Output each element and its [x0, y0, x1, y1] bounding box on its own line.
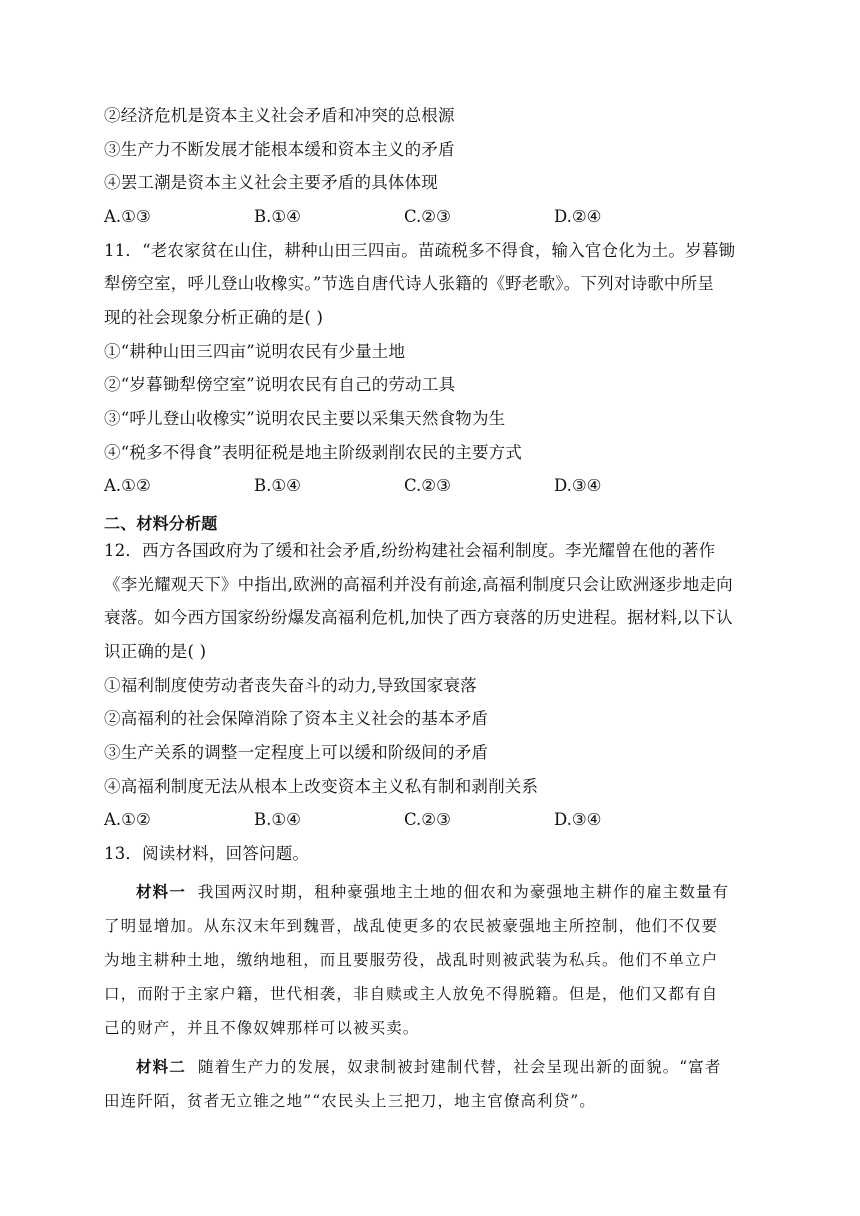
q12-option-4: ④高福利制度无法从根本上改变资本主义私有制和剥削关系	[104, 777, 539, 796]
q12-choices	[104, 808, 704, 832]
q11-choice-b: B.①④	[254, 476, 301, 495]
q12-stem-line-2: 《李光耀观天下》中指出,欧洲的高福利并没有前途,高福利制度只会让欧洲逐步地走向	[104, 575, 733, 594]
q10-option-4: ④罢工潮是资本主义社会主要矛盾的具体体现	[104, 173, 438, 192]
material-1-label: 材料一	[136, 883, 186, 901]
q12-stem-line-1: 12．西方各国政府为了缓和社会矛盾,纷纷构建社会福利制度。李光耀曾在他的著作	[104, 541, 716, 560]
q11-option-1: ①“耕种山田三四亩”说明农民有少量土地	[104, 342, 406, 361]
q11-option-2: ②“岁暮锄犁傍空室”说明农民有自己的劳动工具	[104, 375, 456, 394]
q12-option-2: ②高福利的社会保障消除了资本主义社会的基本矛盾	[104, 709, 489, 728]
q10-choice-a: A.①③	[104, 207, 151, 226]
q10-choice-c: C.②③	[404, 207, 451, 226]
material-1-line-1	[136, 880, 764, 904]
q12-choice-d: D.③④	[554, 810, 602, 829]
q12-choice-c: C.②③	[404, 810, 451, 829]
material-2-label: 材料二	[136, 1058, 186, 1076]
q11-choice-d: D.③④	[554, 476, 602, 495]
q12-choice-b: B.①④	[254, 810, 301, 829]
q10-option-3: ③生产力不断发展才能根本缓和资本主义的矛盾	[104, 140, 455, 159]
q11-choice-c: C.②③	[404, 476, 451, 495]
q13-stem: 13．阅读材料，回答问题。	[104, 844, 310, 863]
q11-stem-line-2: 犁傍空室，呼儿登山收橡实。”节选自唐代诗人张籍的《野老歌》。下列对诗歌中所呈	[104, 274, 715, 293]
material-2-line-2: 田连阡陌，贫者无立锥之地”“农民头上三把刀，地主官僚高利贷”。	[104, 1092, 596, 1110]
q10-option-2: ②经济危机是资本主义社会矛盾和冲突的总根源	[104, 106, 455, 125]
material-1-text-1: 我国两汉时期，租种豪强地主土地的佃农和为豪强地主耕作的雇主数量有	[197, 883, 730, 901]
material-2-text-1: 随着生产力的发展，奴隶制被封建制代替，社会呈现出新的面貌。“富者	[197, 1058, 722, 1076]
q11-option-3: ③“呼儿登山收橡实”说明农民主要以采集天然食物为生	[104, 409, 506, 428]
material-1-line-3: 为地主耕种土地，缴纳地租，而且要服劳役，战乱时则被武装为私兵。他们不单立户	[104, 951, 719, 969]
q11-stem-line-1: 11．“老农家贫在山住，耕种山田三四亩。苗疏税多不得食，输入官仓化为土。岁暮锄	[104, 241, 736, 260]
q11-choices	[104, 474, 704, 498]
material-2-line-1	[136, 1055, 764, 1079]
q10-choices	[104, 205, 704, 229]
q10-choice-d: D.②④	[554, 207, 602, 226]
section-heading: 二、材料分析题	[104, 514, 218, 533]
q12-choice-a: A.①②	[104, 810, 151, 829]
q12-option-1: ①福利制度使劳动者丧失奋斗的动力,导致国家衰落	[104, 676, 477, 695]
material-1-line-5: 己的财产，并且不像奴婢那样可以被买卖。	[104, 1019, 420, 1037]
q11-choice-a: A.①②	[104, 476, 151, 495]
q12-stem-line-3: 衰落。如今西方国家纷纷爆发高福利危机,加快了西方衰落的历史进程。据材料,以下认	[104, 608, 733, 627]
q12-option-3: ③生产关系的调整一定程度上可以缓和阶级间的矛盾	[104, 743, 489, 762]
q12-stem-line-4: 识正确的是( )	[104, 642, 207, 661]
material-1-line-4: 口，而附于主家户籍，世代相袭，非自赎或主人放免不得脱籍。但是，他们又都有自	[104, 985, 719, 1003]
q11-stem-line-3: 现的社会现象分析正确的是( )	[104, 308, 324, 327]
material-1-line-2: 了明显增加。从东汉末年到魏晋，战乱使更多的农民被豪强地主所控制，他们不仅要	[104, 917, 719, 935]
q10-choice-b: B.①④	[254, 207, 301, 226]
q11-option-4: ④“税多不得食”表明征税是地主阶级剥削农民的主要方式	[104, 443, 523, 462]
